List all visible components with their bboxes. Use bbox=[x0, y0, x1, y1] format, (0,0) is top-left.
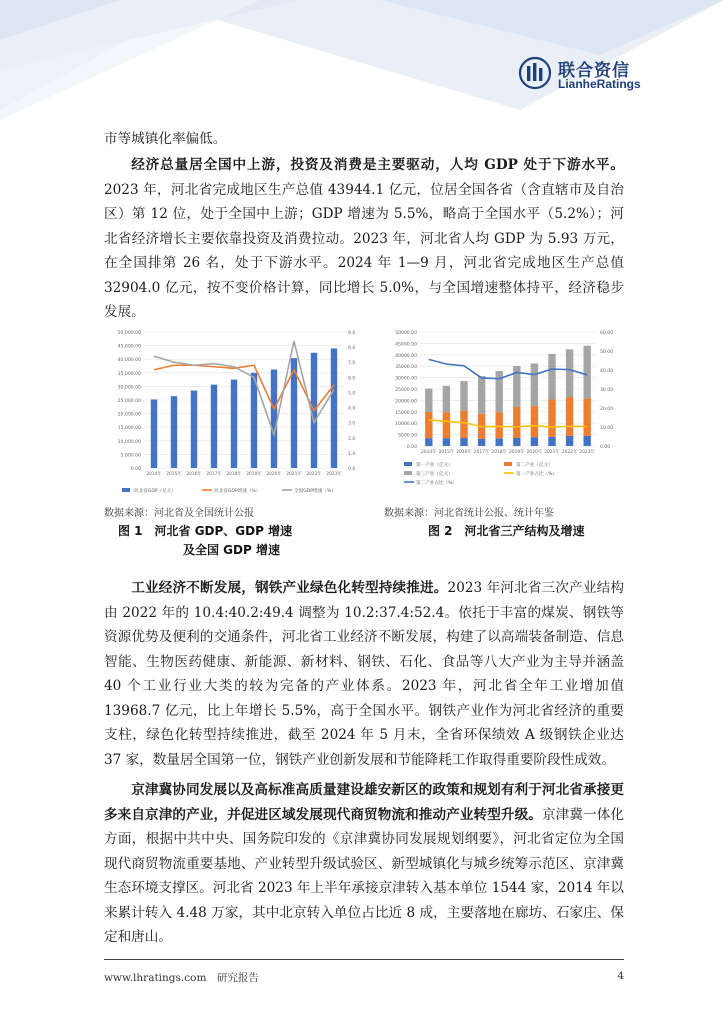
bar bbox=[531, 406, 538, 437]
right-axis-tick-label: 50.00 bbox=[600, 350, 614, 355]
bar bbox=[151, 399, 157, 468]
footer-divider bbox=[104, 959, 624, 960]
bar bbox=[496, 438, 503, 446]
x-axis-tick-label: 2017年 bbox=[473, 450, 490, 455]
x-axis-tick-label: 2015年 bbox=[438, 450, 455, 455]
footer-site-link[interactable]: www.lhratings.com bbox=[104, 972, 207, 984]
right-axis-tick-label: 1.0 bbox=[348, 451, 356, 457]
bar bbox=[443, 386, 450, 412]
bar bbox=[425, 389, 432, 412]
chart-industry-structure bbox=[384, 322, 624, 498]
x-axis-tick-label: 2020年 bbox=[266, 472, 282, 477]
bar bbox=[478, 376, 485, 414]
bar bbox=[584, 346, 591, 399]
x-axis-tick-label: 2020年 bbox=[526, 450, 543, 455]
right-axis-tick-label: 2.0 bbox=[348, 436, 356, 442]
left-axis-tick-label: 45,000.00 bbox=[117, 344, 141, 350]
legend-label: 河北省GDP（亿元） bbox=[134, 489, 177, 494]
page-number: 4 bbox=[617, 970, 624, 982]
logo-chinese-name: 联合资信 bbox=[558, 61, 630, 81]
left-axis-tick-label: 0.00 bbox=[130, 467, 141, 472]
right-axis-tick-label: 10.00 bbox=[600, 426, 614, 431]
bar bbox=[584, 398, 591, 435]
left-axis-tick-label: 10000.00 bbox=[395, 422, 417, 428]
legend-swatch bbox=[122, 488, 130, 492]
legend-label: 第三产业（亿元） bbox=[416, 472, 453, 477]
right-axis-tick-label: 8.0 bbox=[348, 346, 356, 352]
right-axis-tick-label: 6.0 bbox=[348, 376, 356, 382]
x-axis-tick-label: 2014年 bbox=[146, 472, 162, 477]
x-axis-tick-label: 2022年 bbox=[561, 450, 578, 455]
paragraph-economy-overview bbox=[104, 153, 624, 325]
chart-gdp-growth bbox=[104, 322, 362, 498]
paragraph-industry bbox=[104, 576, 624, 772]
right-axis-tick-label: 0.00 bbox=[600, 445, 611, 450]
left-axis-tick-label: 20,000.00 bbox=[117, 412, 141, 418]
left-axis-tick-label: 10,000.00 bbox=[117, 439, 141, 445]
x-axis-tick-label: 2018年 bbox=[491, 450, 507, 455]
bar bbox=[566, 397, 573, 436]
paragraph-jingjinji-body: 京津冀一体化方面，根据中共中央、国务院印发的《京津冀协同发展规划纲要》，河北省定位为全国现代商贸物流重要基地、产业转型升级试验区、新型城镇化与城乡统筹示范区、京津冀生态环境支撑区。河北省 2023 年上半年承接京津转入基本单位 1544 家，2014 年以来累计转入 4.48 万家，其中北京转入单位占比近 8 成，主要落地在廊坊、石家庄、保定和唐山。 bbox=[104, 806, 625, 945]
right-axis-tick-label: 5.0 bbox=[348, 391, 356, 397]
footer-site-label bbox=[104, 970, 259, 985]
footer-report-type: 研究报告 bbox=[216, 972, 259, 984]
right-axis-tick-label: 4.0 bbox=[348, 406, 356, 412]
bar bbox=[548, 400, 555, 437]
paragraph-economy-body: 2023 年，河北省完成地区生产总值 43944.1 亿元，位居全国各省（含直辖市及自治区）第 12 位，处于全国中上游；GDP 增速为 5.5%，略高于全国水平（5.2%）；河北省经济增长主要依靠投资及消费拉动。2023 年，河北省人均 GDP 为 5.93 万元，在全国排第 26 名，处于下游水平。2024 年 1—9 月，河北省完成地区生产总值 32904.0 亿元，按不变价格计算，同比增长 5.0%，与全国增速整体持平，经济稳步发展。 bbox=[104, 181, 624, 320]
bar bbox=[460, 411, 467, 438]
legend-label: 河北省GDP增速（%） bbox=[214, 489, 261, 494]
bar bbox=[531, 363, 538, 406]
bar bbox=[548, 354, 555, 400]
bar bbox=[331, 348, 337, 468]
bar bbox=[425, 438, 432, 446]
x-axis-tick-label: 2016年 bbox=[456, 450, 472, 455]
logo-english-name: LianheRatings bbox=[558, 77, 641, 91]
chart-gdp-growth-svg bbox=[104, 322, 362, 498]
left-axis-tick-label: 30,000.00 bbox=[117, 385, 141, 391]
bar bbox=[566, 349, 573, 397]
paragraph-industry-heading: 工业经济不断发展，钢铁产业绿色化转型持续推进。 bbox=[131, 580, 448, 596]
legend-label: 第一产业占比（%） bbox=[516, 472, 558, 477]
legend-swatch bbox=[404, 471, 412, 475]
left-axis-tick-label: 5000.00 bbox=[398, 433, 417, 439]
x-axis-tick-label: 2017年 bbox=[206, 472, 222, 477]
paragraph-urbanization-tail: 市等城镇化率偏低。 bbox=[104, 131, 227, 147]
x-axis-tick-label: 2023年 bbox=[326, 472, 342, 477]
left-axis-tick-label: 40000.00 bbox=[395, 353, 417, 359]
left-axis-tick-label: 40,000.00 bbox=[117, 358, 141, 364]
x-axis-tick-label: 2022年 bbox=[306, 472, 322, 477]
x-axis-tick-label: 2019年 bbox=[509, 450, 525, 455]
paragraph-jingjinji bbox=[104, 778, 624, 950]
right-axis-tick-label: 40.00 bbox=[600, 369, 614, 374]
lianhe-logo bbox=[518, 56, 658, 96]
right-axis-tick-label: 3.0 bbox=[348, 421, 356, 427]
bar bbox=[478, 439, 485, 446]
bar bbox=[531, 437, 538, 446]
x-axis-tick-label: 2021年 bbox=[544, 450, 560, 455]
bar bbox=[231, 380, 237, 468]
bar bbox=[425, 412, 432, 438]
bar bbox=[584, 436, 591, 446]
bar bbox=[171, 396, 177, 468]
series-line bbox=[154, 341, 334, 435]
bar bbox=[496, 412, 503, 438]
bar bbox=[460, 438, 467, 446]
legend-label: 第二产业（亿元） bbox=[516, 463, 553, 468]
legend-swatch bbox=[404, 462, 412, 466]
right-axis-tick-label: 20.00 bbox=[600, 407, 614, 412]
left-axis-tick-label: 0.00 bbox=[406, 445, 417, 450]
bar bbox=[513, 407, 520, 438]
left-axis-tick-label: 15000.00 bbox=[395, 410, 417, 416]
right-axis-tick-label: 30.00 bbox=[600, 388, 614, 393]
figure1-source: 数据来源：河北省及全国统计公报 bbox=[104, 508, 254, 519]
bar bbox=[443, 412, 450, 438]
right-axis-tick-label: 9.0 bbox=[348, 331, 356, 336]
bar bbox=[460, 381, 467, 411]
figure2-source: 数据来源：河北省统计公报、统计年鉴 bbox=[384, 508, 554, 519]
left-axis-tick-label: 45000.00 bbox=[395, 342, 417, 348]
left-axis-tick-label: 50,000.00 bbox=[117, 331, 141, 336]
left-axis-tick-label: 35,000.00 bbox=[117, 371, 141, 377]
bar bbox=[191, 391, 197, 468]
right-axis-tick-label: 7.0 bbox=[348, 361, 356, 367]
paragraph-jingjinji-heading: 京津冀协同发展以及高标准高质量建设雄安新区的政策和规划有利于河北省承接更多来自京津的产业，并促进区域发展现代商贸物流和推动产业转型升级。 bbox=[104, 782, 624, 823]
figure1-caption-line2: 及全国 GDP 增速 bbox=[183, 543, 280, 557]
paragraph-industry-body: 2023 年河北省三次产业结构由 2022 年的 10.4:40.2:49.4 调整为 10.2:37.4:52.4。依托于丰富的煤炭、钢铁等资源优势及便利的交通条件，河北省工业经济不断发展，构建了以高端装备制造、信息智能、生物医药健康、新能源、新材料、钢铁、石化、食品等八大产业为主导并涵盖 40 个工业行业大类的较为完备的产业体系。2023 年，河北省全年工业增加值 13968.7 亿元，比上年增长 5.5%，高于全国水平。钢铁产业作为河北省经济的重要支柱，绿色化转型持续推进，截至 2024 年 5 月末，全省环保绩效 A 级钢铁企业达 37 家，数量居全国第一位，钢铁产业创新发展和节能降耗工作取得重要阶段性成效。 bbox=[104, 580, 625, 768]
bar bbox=[443, 438, 450, 446]
left-axis-tick-label: 35000.00 bbox=[395, 365, 417, 371]
x-axis-tick-label: 2023年 bbox=[579, 450, 595, 455]
chart-industry-structure-svg bbox=[384, 322, 624, 498]
x-axis-tick-label: 2021年 bbox=[286, 472, 302, 477]
left-axis-tick-label: 30000.00 bbox=[395, 376, 417, 382]
bar bbox=[211, 385, 217, 468]
x-axis-tick-label: 2014年 bbox=[421, 450, 437, 455]
left-axis-tick-label: 50000.00 bbox=[395, 331, 417, 336]
legend-label: 全国GDP增速（%） bbox=[294, 489, 336, 494]
x-axis-tick-label: 2018年 bbox=[226, 472, 242, 477]
bar bbox=[513, 438, 520, 446]
x-axis-tick-label: 2019年 bbox=[246, 472, 262, 477]
lianhe-logo-icon bbox=[518, 56, 552, 90]
bar bbox=[548, 437, 555, 446]
left-axis-tick-label: 25,000.00 bbox=[117, 399, 141, 404]
figure2-caption: 图 2 河北省三产结构及增速 bbox=[428, 524, 585, 538]
paragraph-economy-heading: 经济总量居全国中上游，投资及消费是主要驱动，人均 GDP 处于下游水平。 bbox=[131, 157, 624, 173]
right-axis-tick-label: 0.0 bbox=[348, 467, 356, 472]
bar bbox=[566, 436, 573, 446]
legend-label: 第二产业占比（%） bbox=[416, 481, 458, 486]
series-line bbox=[429, 359, 587, 378]
left-axis-tick-label: 25000.00 bbox=[395, 388, 417, 393]
bar bbox=[251, 373, 257, 468]
legend-swatch bbox=[504, 462, 512, 466]
x-axis-tick-label: 2015年 bbox=[166, 472, 182, 477]
right-axis-tick-label: 60.00 bbox=[600, 331, 614, 336]
figure1-caption: 图 1 河北省 GDP、GDP 增速 bbox=[118, 524, 293, 538]
x-axis-tick-label: 2016年 bbox=[186, 472, 202, 477]
left-axis-tick-label: 20000.00 bbox=[395, 399, 417, 405]
bar bbox=[271, 370, 277, 468]
left-axis-tick-label: 5,000.00 bbox=[120, 453, 141, 459]
legend-label: 第一产业（亿元） bbox=[416, 463, 453, 468]
left-axis-tick-label: 15,000.00 bbox=[117, 426, 141, 432]
